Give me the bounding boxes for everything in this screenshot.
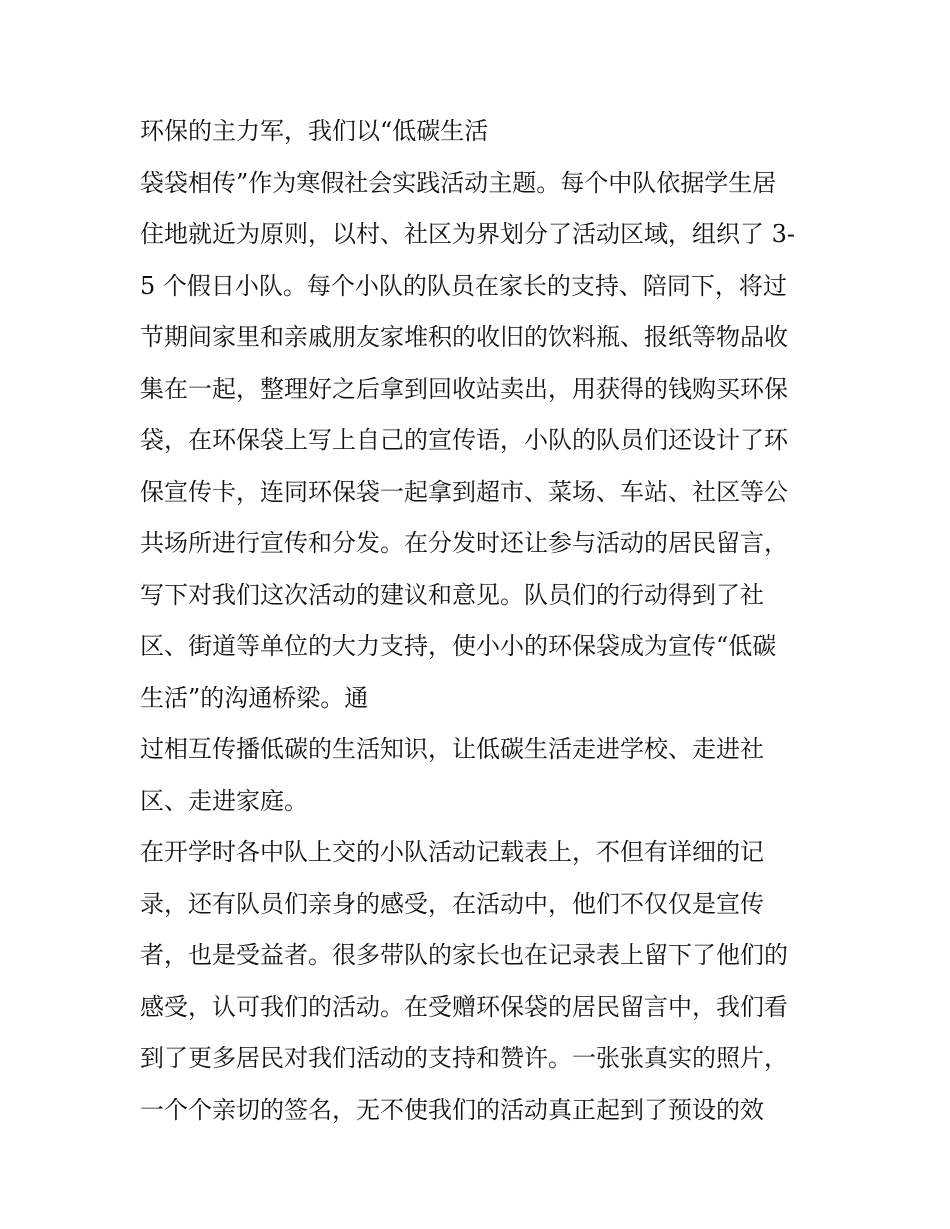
text-line: 感受，认可我们的活动。在受赠环保袋的居民留言中，我们看 <box>140 992 788 1021</box>
text-line: 环保的主力军，我们以“低碳生活 <box>140 117 489 145</box>
text-line: 过相互传播低碳的生活知识，让低碳生活走进学校、走进社 <box>140 735 764 763</box>
text-line: 袋，在环保袋上写上自己的宣传语，小队的队员们还设计了环 <box>140 426 788 454</box>
text-line: 到了更多居民对我们活动的支持和赞许。一张张真实的照片， <box>140 1044 788 1072</box>
text-line: 区、街道等单位的大力支持，使小小的环保袋成为宣传“低碳 <box>140 632 777 660</box>
text-line: 节期间家里和亲戚朋友家堆积的收旧的饮料瓶、报纸等物品收 <box>140 323 788 351</box>
text-line: 5 个假日小队。每个小队的队员在家长的支持、陪同下，将过 <box>140 271 787 300</box>
text-line: 袋袋相传”作为寒假社会实践活动主题。每个中队依据学生居 <box>140 168 777 197</box>
body-text <box>140 106 820 1136</box>
text-line: 者，也是受益者。很多带队的家长也在记录表上留下了他们的 <box>140 941 788 969</box>
text-line: 集在一起，整理好之后拿到回收站卖出，用获得的钱购买环保 <box>140 374 788 403</box>
text-line: 一个个亲切的签名，无不使我们的活动真正起到了预设的效 <box>140 1095 764 1124</box>
text-line: 共场所进行宣传和分发。在分发时还让参与活动的居民留言， <box>140 529 788 557</box>
text-line: 保宣传卡，连同环保袋一起拿到超市、菜场、车站、社区等公 <box>140 477 788 506</box>
text-line: 生活”的沟通桥梁。通 <box>140 683 369 712</box>
text-line: 录，还有队员们亲身的感受，在活动中，他们不仅仅是宣传 <box>140 889 764 918</box>
text-line: 区、走进家庭。 <box>140 786 308 815</box>
text-line: 住地就近为原则，以村、社区为界划分了活动区域，组织了 3- <box>140 220 796 248</box>
text-line: 在开学时各中队上交的小队活动记载表上，不但有详细的记 <box>140 838 764 866</box>
text-line: 写下对我们这次活动的建议和意见。队员们的行动得到了社 <box>140 580 764 609</box>
